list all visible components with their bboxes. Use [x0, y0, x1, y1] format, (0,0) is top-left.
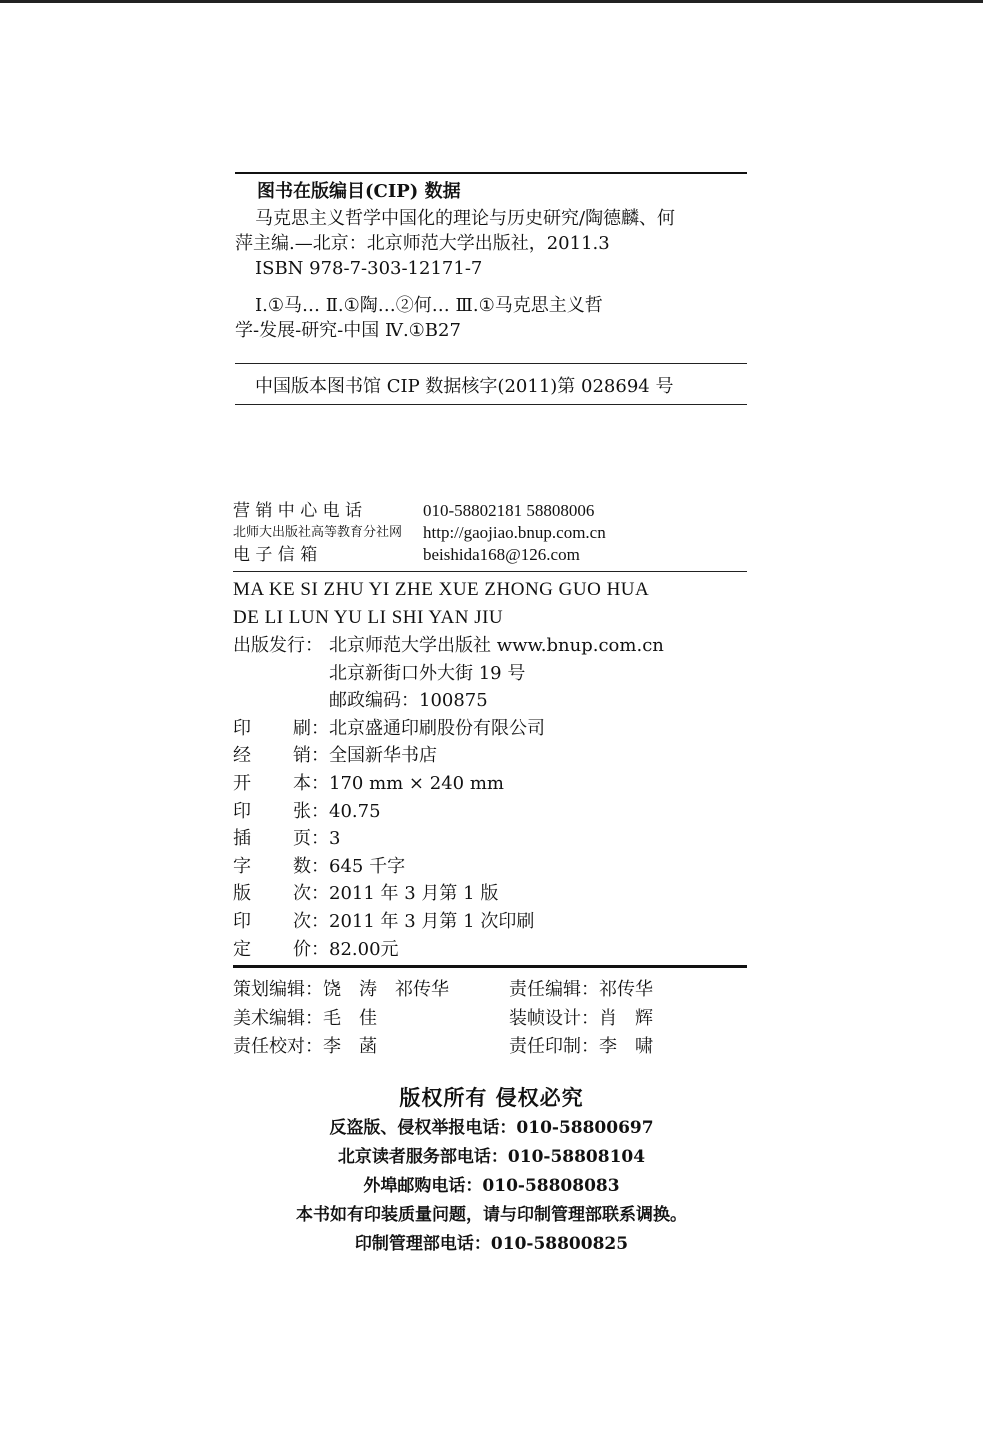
cip-classification-line: Ⅰ.①马… Ⅱ.①陶…②何… Ⅲ.①马克思主义哲	[255, 295, 603, 316]
editors-block	[233, 976, 747, 1062]
spec-value: 82.00元	[329, 938, 399, 960]
spec-label-char: 张	[293, 800, 311, 822]
spec-label-char: 版	[233, 883, 251, 905]
publisher-address: 北京新街口外大街 19 号	[329, 662, 526, 684]
spec-label-char: 价	[293, 938, 311, 960]
contact-value: 010-58802181 58808006	[423, 501, 595, 520]
copyright-block	[0, 1082, 983, 1259]
contact-block	[233, 500, 747, 572]
spec-row: 印 刷： 北京盛通印刷股份有限公司	[233, 715, 747, 743]
spec-row: 定 价： 82.00元	[233, 936, 747, 964]
top-border-line	[0, 0, 983, 3]
editor-credit: 责任校对：李 菡	[233, 1036, 377, 1057]
editor-credit: 责任印制：李 啸	[509, 1036, 653, 1057]
cip-block	[235, 172, 747, 405]
copyright-title: 版权所有 侵权必究	[399, 1086, 584, 1110]
spec-label-char: 本	[293, 772, 311, 794]
print-dept-phone: 印制管理部电话：010-58800825	[354, 1234, 629, 1254]
reader-service-phone: 北京读者服务部电话：010-58808104	[337, 1147, 646, 1167]
spec-label-char: 次	[293, 910, 311, 932]
spec-value: 3	[329, 828, 341, 850]
pinyin-title-line: MA KE SI ZHU YI ZHE XUE ZHONG GUO HUA	[233, 579, 650, 600]
spec-row: 经 销： 全国新华书店	[233, 742, 747, 770]
publication-info	[233, 576, 747, 968]
spec-value: 170 mm × 240 mm	[329, 772, 504, 794]
spec-value: 2011 年 3 月第 1 版	[329, 883, 499, 905]
cip-bottom-rule	[235, 404, 747, 405]
contact-value: beishida168@126.com	[423, 545, 580, 564]
publisher-postcode: 邮政编码：100875	[329, 690, 488, 712]
mail-order-phone: 外埠邮购电话：010-58808083	[363, 1176, 620, 1196]
cip-title-line: 萍主编.—北京：北京师范大学出版社，2011.3	[235, 233, 610, 254]
contact-label: 营 销 中 心 电 话	[233, 501, 363, 521]
spec-label-char: 印	[233, 717, 251, 739]
spec-label-char: 经	[233, 745, 251, 767]
spec-value: 北京盛通印刷股份有限公司	[329, 717, 545, 739]
editor-row	[233, 1033, 747, 1062]
spec-label-char: 字	[233, 855, 251, 877]
editor-credit: 策划编辑：饶 涛 祁传华	[233, 979, 449, 1000]
editor-credit: 美术编辑：毛 佳	[233, 1007, 377, 1029]
editor-row	[233, 1005, 747, 1034]
spec-label-char: 印	[233, 910, 251, 932]
publisher-row	[233, 687, 747, 715]
cip-title-line: 马克思主义哲学中国化的理论与历史研究/陶德麟、何	[255, 208, 676, 229]
antipiracy-phone: 反盗版、侵权举报电话：010-58800697	[329, 1118, 654, 1138]
editor-credit: 装帧设计：肖 辉	[509, 1007, 653, 1029]
spec-label-char: 数	[293, 855, 311, 877]
contact-row	[233, 544, 747, 566]
spec-row: 开 本： 170 mm × 240 mm	[233, 770, 747, 798]
contact-bottom-rule	[233, 571, 747, 572]
spec-value: 全国新华书店	[329, 745, 437, 767]
spec-label-char: 页	[293, 828, 311, 850]
spec-label-char: 印	[233, 800, 251, 822]
spec-row: 字 数： 645 千字	[233, 853, 747, 881]
contact-label: 北师大出版社高等教育分社网	[233, 525, 403, 540]
publisher-row	[233, 632, 747, 660]
contact-row	[233, 522, 747, 544]
cip-classification-line: 学-发展-研究-中国 Ⅳ.①B27	[235, 320, 461, 341]
contact-row	[233, 500, 747, 522]
specs-bottom-rule	[233, 965, 747, 968]
spec-label-char: 次	[293, 883, 311, 905]
spec-row: 版 次： 2011 年 3 月第 1 版	[233, 880, 747, 908]
pinyin-title-line: DE LI LUN YU LI SHI YAN JIU	[233, 607, 504, 628]
spec-value: 2011 年 3 月第 1 次印刷	[329, 910, 535, 932]
spec-label-char: 开	[233, 772, 251, 794]
editor-credit: 责任编辑：祁传华	[509, 979, 653, 1000]
spec-label-char: 定	[233, 938, 251, 960]
cip-heading: 图书在版编目(CIP) 数据	[257, 181, 461, 202]
spec-row: 插 页： 3	[233, 825, 747, 853]
spec-row: 印 次： 2011 年 3 月第 1 次印刷	[233, 908, 747, 936]
cip-check-line: 中国版本图书馆 CIP 数据核字(2011)第 028694 号	[255, 376, 674, 397]
quality-notice: 本书如有印装质量问题，请与印制管理部联系调换。	[296, 1205, 687, 1225]
contact-label: 电 子 信 箱	[233, 545, 318, 565]
publisher-label: 出版发行：	[233, 635, 323, 656]
spec-value: 40.75	[329, 800, 381, 822]
spec-value: 645 千字	[329, 855, 406, 877]
spec-label-char: 销	[293, 745, 311, 767]
contact-value: http://gaojiao.bnup.com.cn	[423, 523, 606, 542]
cip-isbn-line: ISBN 978-7-303-12171-7	[255, 258, 483, 279]
editor-row	[233, 976, 747, 1005]
spec-row: 印 张： 40.75	[233, 798, 747, 826]
spec-label-char: 刷	[293, 717, 311, 739]
spec-label-char: 插	[233, 828, 251, 850]
publisher-row	[233, 660, 747, 688]
publisher-value: 北京师范大学出版社 www.bnup.com.cn	[329, 635, 664, 656]
